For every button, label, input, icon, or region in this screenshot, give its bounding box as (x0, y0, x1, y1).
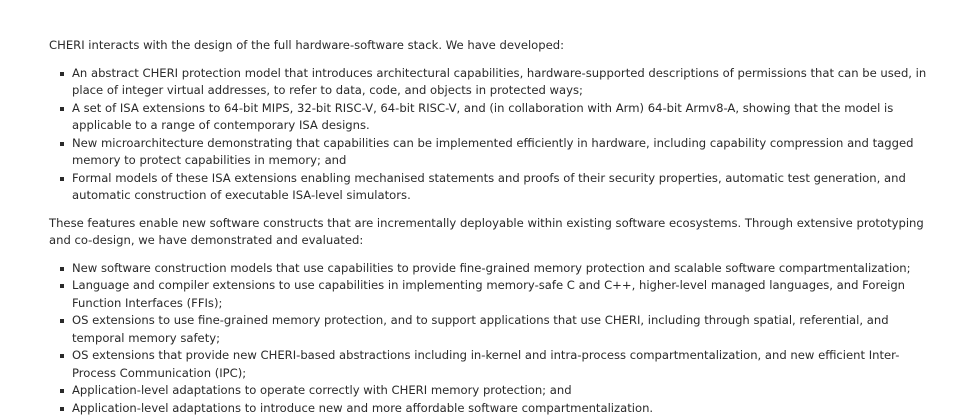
list-item: New microarchitecture demonstrating that capabilities can be implemented efficiently in hardware, including capability compression and tagged memory to protect capabilities in memory; and (49, 135, 928, 170)
list-item: Application-level adaptations to introduce new and more affordable software compartmentalization. (49, 400, 928, 418)
list-item: OS extensions that provide new CHERI-based abstractions including in-kernel and intra-process compartmentalization, and new efficient Inter-Process Communication (IPC); (49, 347, 928, 382)
list-item: An abstract CHERI protection model that introduces architectural capabilities, hardware-supported descriptions of permissions that can be used, in place of integer virtual addresses, to refer to data, code, and objects in protected ways; (49, 65, 928, 100)
list-item: OS extensions to use fine-grained memory protection, and to support applications that use CHERI, including through spatial, referential, and temporal memory safety; (49, 312, 928, 347)
list-item: A set of ISA extensions to 64-bit MIPS, 32-bit RISC-V, 64-bit RISC-V, and (in collaboration with Arm) 64-bit Armv8-A, showing that the model is applicable to a range of contemporary ISA designs. (49, 100, 928, 135)
features-paragraph: These features enable new software constructs that are incrementally deployable within existing software ecosystems. Through extensive prototyping and co-design, we have demonstrated and evaluated: (49, 215, 924, 247)
list-item: Application-level adaptations to operate correctly with CHERI memory protection; and (49, 382, 928, 400)
demonstrated-list (49, 260, 928, 418)
list-item: New software construction models that use capabilities to provide fine-grained memory protection and scalable software compartmentalization; (49, 260, 928, 278)
list-item: Language and compiler extensions to use capabilities in implementing memory-safe C and C++, higher-level managed languages, and Foreign Function Interfaces (FFIs); (49, 277, 928, 312)
developed-list (49, 65, 928, 205)
intro-paragraph: CHERI interacts with the design of the full hardware-software stack. We have developed: (49, 38, 565, 52)
list-item: Formal models of these ISA extensions enabling mechanised statements and proofs of their security properties, automatic test generation, and automatic construction of executable ISA-level simulators. (49, 170, 928, 205)
